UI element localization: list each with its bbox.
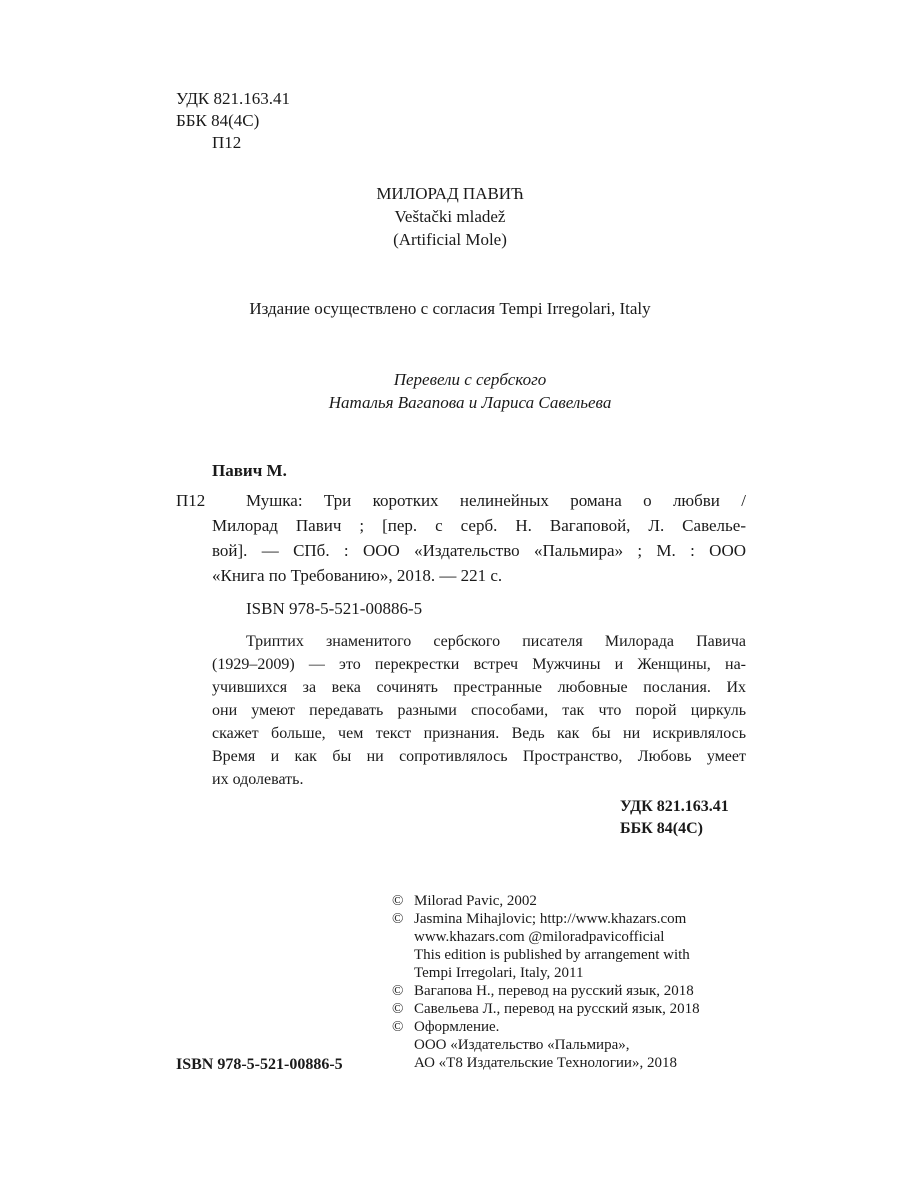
annotation-line-1: Триптих знаменитого сербского писателя Милорада Павича xyxy=(246,633,746,650)
annotation-line-6: Время и как бы ни сопротивлялось Пространство, Любовь умеет xyxy=(212,748,746,765)
catalog-line-2: Милорад Павич ; [пер. с серб. Н. Вагаповой, Л. Савелье- xyxy=(212,516,746,535)
annotation-line-7: их одолевать. xyxy=(212,771,304,788)
copyright-line: Milorad Pavic, 2002 xyxy=(414,893,537,909)
annotation-line-3: учившихся за века сочинять престранные любовные послания. Их xyxy=(212,679,746,696)
copyright-symbol: © xyxy=(392,983,404,999)
catalog-isbn: ISBN 978-5-521-00886-5 xyxy=(246,599,423,618)
original-title-en: (Artificial Mole) xyxy=(393,230,507,249)
bbk-code: ББК 84(4С) xyxy=(176,111,260,130)
annotation-line-4: они умеют передавать разными способами, так что порой циркуль xyxy=(212,702,746,719)
copyright-line: Tempi Irregolari, Italy, 2011 xyxy=(414,965,584,981)
copyright-symbol: © xyxy=(392,893,404,909)
copyright-symbol: © xyxy=(392,1001,404,1017)
original-author: МИЛОРАД ПАВИЋ xyxy=(376,184,524,203)
copyright-line: ООО «Издательство «Пальмира», xyxy=(414,1037,630,1053)
copyright-line: Оформление. xyxy=(414,1019,500,1035)
publication-note: Издание осуществлено с согласия Tempi Irregolari, Italy xyxy=(249,299,651,318)
udk-code: УДК 821.163.41 xyxy=(176,89,291,108)
original-title: Veštački mladež xyxy=(394,207,506,226)
annotation-line-5: скажет больше, чем текст признания. Ведь как бы ни искривлялось xyxy=(212,725,746,742)
copyright-line: АО «Т8 Издательские Технологии», 2018 xyxy=(414,1055,677,1071)
catalog-line-4: «Книга по Требованию», 2018. — 221 с. xyxy=(212,566,503,585)
copyright-symbol: © xyxy=(392,911,404,927)
isbn-bottom: ISBN 978-5-521-00886-5 xyxy=(176,1056,343,1073)
copyright-symbol: © xyxy=(392,1019,404,1035)
catalog-line-3: вой]. — СПб. : ООО «Издательство «Пальмира» ; М. : ООО xyxy=(212,541,746,560)
bbk-bold: ББК 84(4С) xyxy=(620,820,703,837)
author-mark: П12 xyxy=(212,133,242,152)
copyright-line: This edition is published by arrangement with xyxy=(414,947,690,963)
copyright-line: Вагапова Н., перевод на русский язык, 2018 xyxy=(414,983,694,999)
translation-line-2: Наталья Вагапова и Лариса Савельева xyxy=(328,393,612,412)
catalog-author: Павич М. xyxy=(212,461,287,480)
translation-line-1: Перевели с сербского xyxy=(393,370,547,389)
catalog-line-1: Мушка: Три коротких нелинейных романа о любви / xyxy=(246,491,746,510)
catalog-mark: П12 xyxy=(176,491,206,510)
udk-bold: УДК 821.163.41 xyxy=(620,798,729,815)
copyright-line: www.khazars.com @miloradpavicofficial xyxy=(414,929,665,945)
copyright-line: Савельева Л., перевод на русский язык, 2018 xyxy=(414,1001,700,1017)
copyright-line: Jasmina Mihajlovic; http://www.khazars.com xyxy=(414,911,687,927)
annotation-line-2: (1929–2009) — это перекрестки встреч Мужчины и Женщины, на- xyxy=(212,656,746,673)
